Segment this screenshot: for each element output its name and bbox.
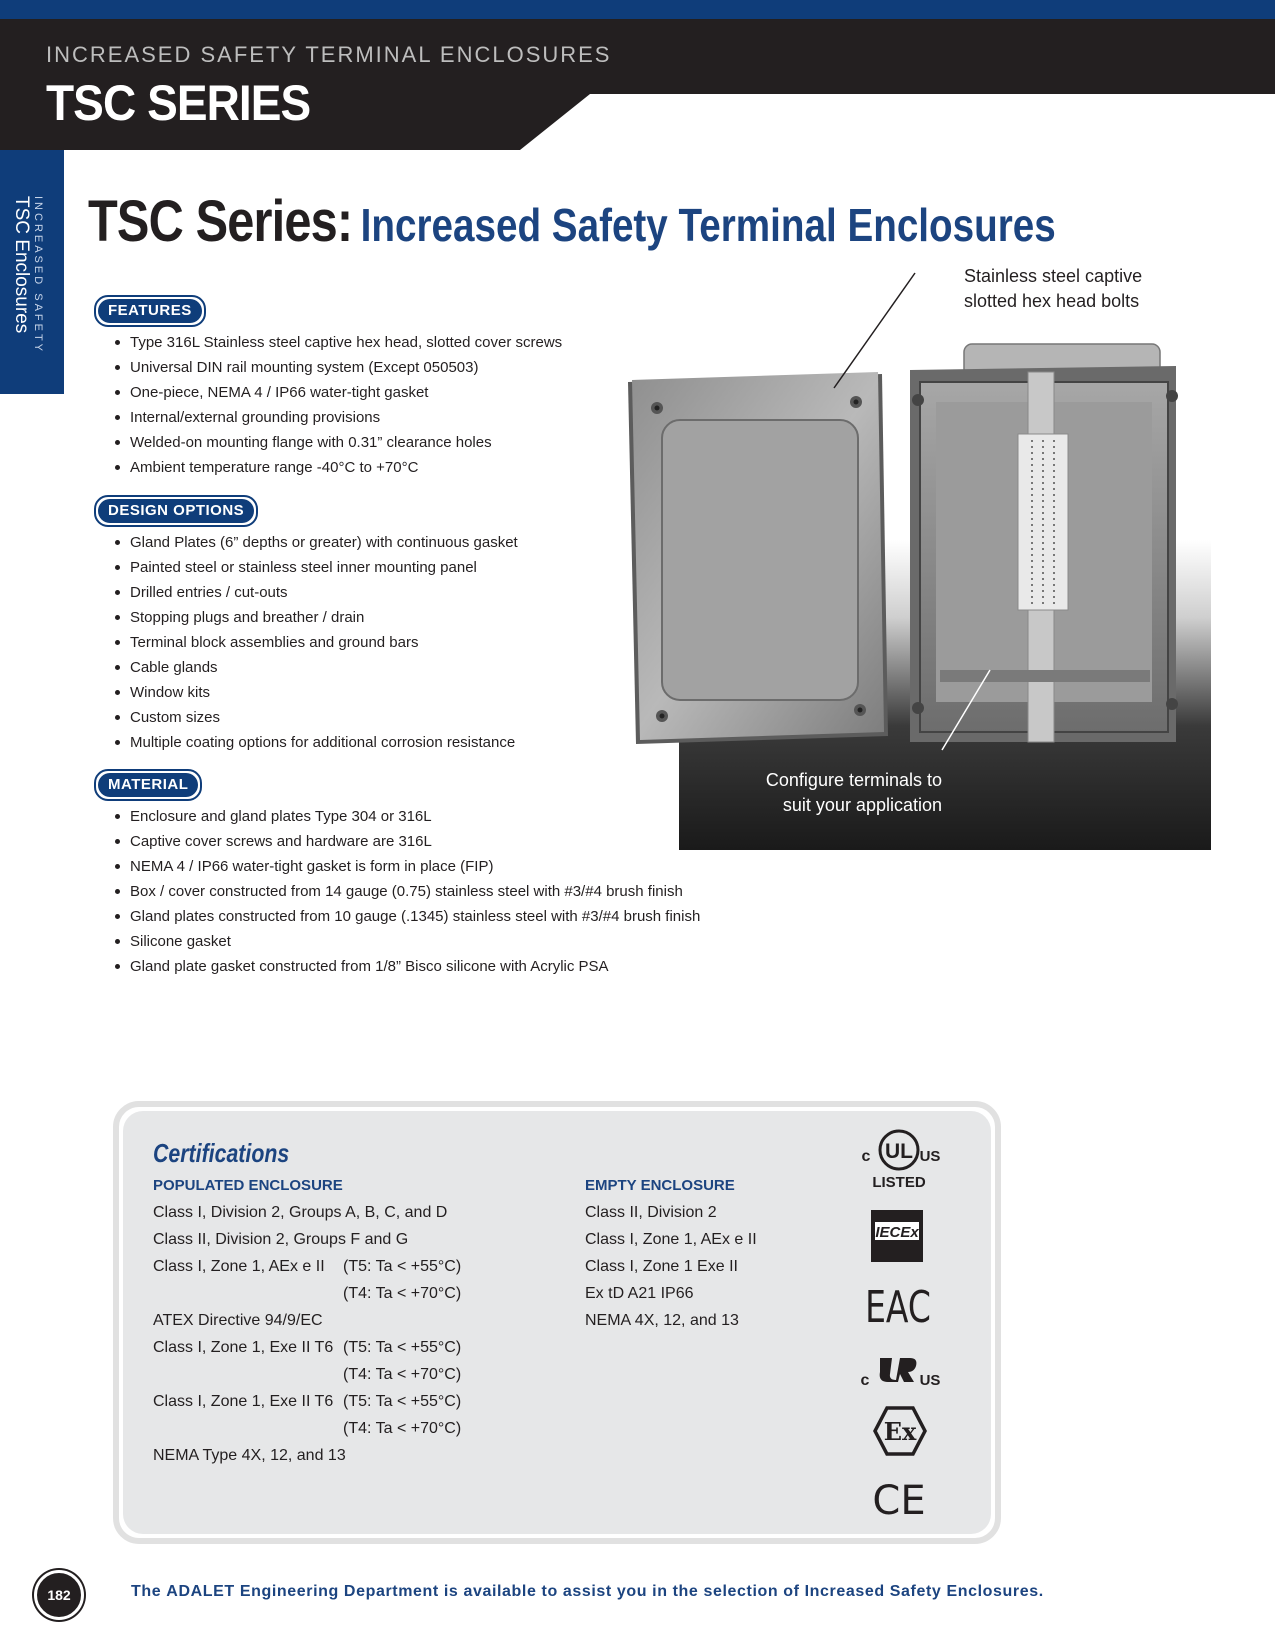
ur-us: US (919, 1372, 941, 1389)
design-options-label: DESIGN OPTIONS (98, 499, 254, 523)
ul-mark: UL (885, 1140, 913, 1163)
iecex-logo (871, 1210, 923, 1262)
side-tab (0, 150, 64, 394)
cert-line-temp: (T5: Ta < +55°C) (343, 1258, 462, 1275)
cert-line: NEMA 4X, 12, and 13 (585, 1312, 739, 1329)
ex-text: Ex (883, 1417, 917, 1446)
page-title-main: TSC Series: (88, 189, 353, 254)
side-tab-text (11, 196, 45, 354)
header-top-stripe (0, 0, 1275, 19)
product-photo (620, 330, 1180, 750)
cert-line: Class I, Zone 1, Exe II T6 (153, 1393, 334, 1410)
side-tab-large-label: TSC Enclosures (11, 196, 32, 334)
list-item: Box / cover constructed from 14 gauge (0.75) stainless steel with #3/#4 brush finish (113, 879, 700, 904)
ce-logo (869, 1478, 929, 1524)
material-label: MATERIAL (98, 773, 198, 797)
callout-bottom-line-1: Configure terminals to (765, 770, 942, 790)
page-title (88, 188, 1056, 255)
material-list (113, 804, 700, 979)
cert-line: Class I, Zone 1, AEx e II (585, 1231, 757, 1248)
ur-logo (856, 1352, 942, 1388)
list-item: Painted steel or stainless steel inner mounting panel (113, 555, 518, 580)
list-item: Welded-on mounting flange with 0.31” clearance holes (113, 430, 562, 455)
side-tab-small-label: INCREASED SAFETY (32, 196, 44, 355)
list-item: Drilled entries / cut-outs (113, 580, 518, 605)
populated-enclosure-heading: POPULATED ENCLOSURE (153, 1177, 343, 1194)
eac-text: EAC (865, 1282, 931, 1334)
empty-enclosure-heading: EMPTY ENCLOSURE (585, 1177, 735, 1194)
footer-post: Engineering Department is available to assist you in the selection of Increased Safety Enclosures. (239, 1583, 1044, 1600)
callout-top-line-2: slotted hex head bolts (964, 291, 1140, 311)
cert-line: Class II, Division 2, Groups F and G (153, 1231, 409, 1248)
features-label: FEATURES (98, 299, 202, 323)
list-item: Silicone gasket (113, 929, 700, 954)
list-item: Terminal block assemblies and ground bars (113, 630, 518, 655)
list-item: Enclosure and gland plates Type 304 or 316L (113, 804, 700, 829)
cert-line: Class I, Zone 1, Exe II T6 (153, 1339, 334, 1356)
list-item: Gland Plates (6” depths or greater) with continuous gasket (113, 530, 518, 555)
footer-note (131, 1583, 1044, 1601)
cert-line-temp: (T4: Ta < +70°C) (343, 1366, 462, 1383)
list-item: Universal DIN rail mounting system (Except 050503) (113, 355, 562, 380)
list-item: Ambient temperature range -40°C to +70°C (113, 455, 562, 480)
material-pill (94, 769, 202, 801)
callout-bottom (720, 768, 942, 818)
list-item: Captive cover screws and hardware are 316L (113, 829, 700, 854)
cert-line: ATEX Directive 94/9/EC (153, 1312, 323, 1329)
list-item: Stopping plugs and breather / drain (113, 605, 518, 630)
page-number: 182 (34, 1570, 84, 1620)
list-item: Multiple coating options for additional corrosion resistance (113, 730, 518, 755)
cert-line: Class I, Zone 1 Exe II (585, 1258, 738, 1275)
ex-logo (873, 1406, 927, 1456)
page-title-sub: Increased Safety Terminal Enclosures (360, 199, 1056, 251)
ul-listed-logo (856, 1128, 942, 1192)
list-item: Window kits (113, 680, 518, 705)
callout-bottom-line-2: suit your application (782, 795, 942, 815)
ul-listed: LISTED (872, 1174, 926, 1191)
design-options-pill (94, 495, 258, 527)
cert-line-temp: (T5: Ta < +55°C) (343, 1393, 462, 1410)
callout-leader-top (834, 273, 915, 388)
iecex-text: IECEx (875, 1224, 919, 1241)
cert-line: Class I, Division 2, Groups A, B, C, and D (153, 1204, 448, 1221)
header-series-title: TSC SERIES (46, 75, 311, 131)
cert-line-temp: (T5: Ta < +55°C) (343, 1339, 462, 1356)
ur-c: c (860, 1372, 870, 1389)
enclosure-cover (628, 372, 888, 744)
ul-c: c (861, 1148, 871, 1165)
cert-line-temp: (T4: Ta < +70°C) (343, 1420, 462, 1437)
cert-line-temp: (T4: Ta < +70°C) (343, 1285, 462, 1302)
design-options-list (113, 530, 518, 755)
features-pill (94, 295, 206, 327)
cert-line: Class I, Zone 1, AEx e II (153, 1258, 325, 1275)
cert-line: Class II, Division 2 (585, 1204, 717, 1221)
header-kicker: INCREASED SAFETY TERMINAL ENCLOSURES (46, 42, 612, 67)
list-item: NEMA 4 / IP66 water-tight gasket is form in place (FIP) (113, 854, 700, 879)
cert-line: Ex tD A21 IP66 (585, 1285, 694, 1302)
features-list (113, 330, 562, 480)
certifications-title: Certifications (153, 1138, 290, 1168)
list-item: Internal/external grounding provisions (113, 405, 562, 430)
callout-top-line-1: Stainless steel captive (964, 266, 1143, 286)
cert-line: NEMA Type 4X, 12, and 13 (153, 1447, 346, 1464)
list-item: Gland plates constructed from 10 gauge (.1345) stainless steel with #3/#4 brush finish (113, 904, 700, 929)
footer-brand: ADALET (166, 1583, 235, 1600)
list-item: Cable glands (113, 655, 518, 680)
list-item: Type 316L Stainless steel captive hex head, slotted cover screws (113, 330, 562, 355)
list-item: Gland plate gasket constructed from 1/8” Bisco silicone with Acrylic PSA (113, 954, 700, 979)
list-item: Custom sizes (113, 705, 518, 730)
footer-pre: The (131, 1583, 162, 1600)
callout-top (964, 264, 1142, 314)
ce-text: CE (872, 1478, 926, 1524)
ul-us: US (919, 1148, 941, 1165)
list-item: One-piece, NEMA 4 / IP66 water-tight gasket (113, 380, 562, 405)
eac-logo (865, 1276, 931, 1334)
